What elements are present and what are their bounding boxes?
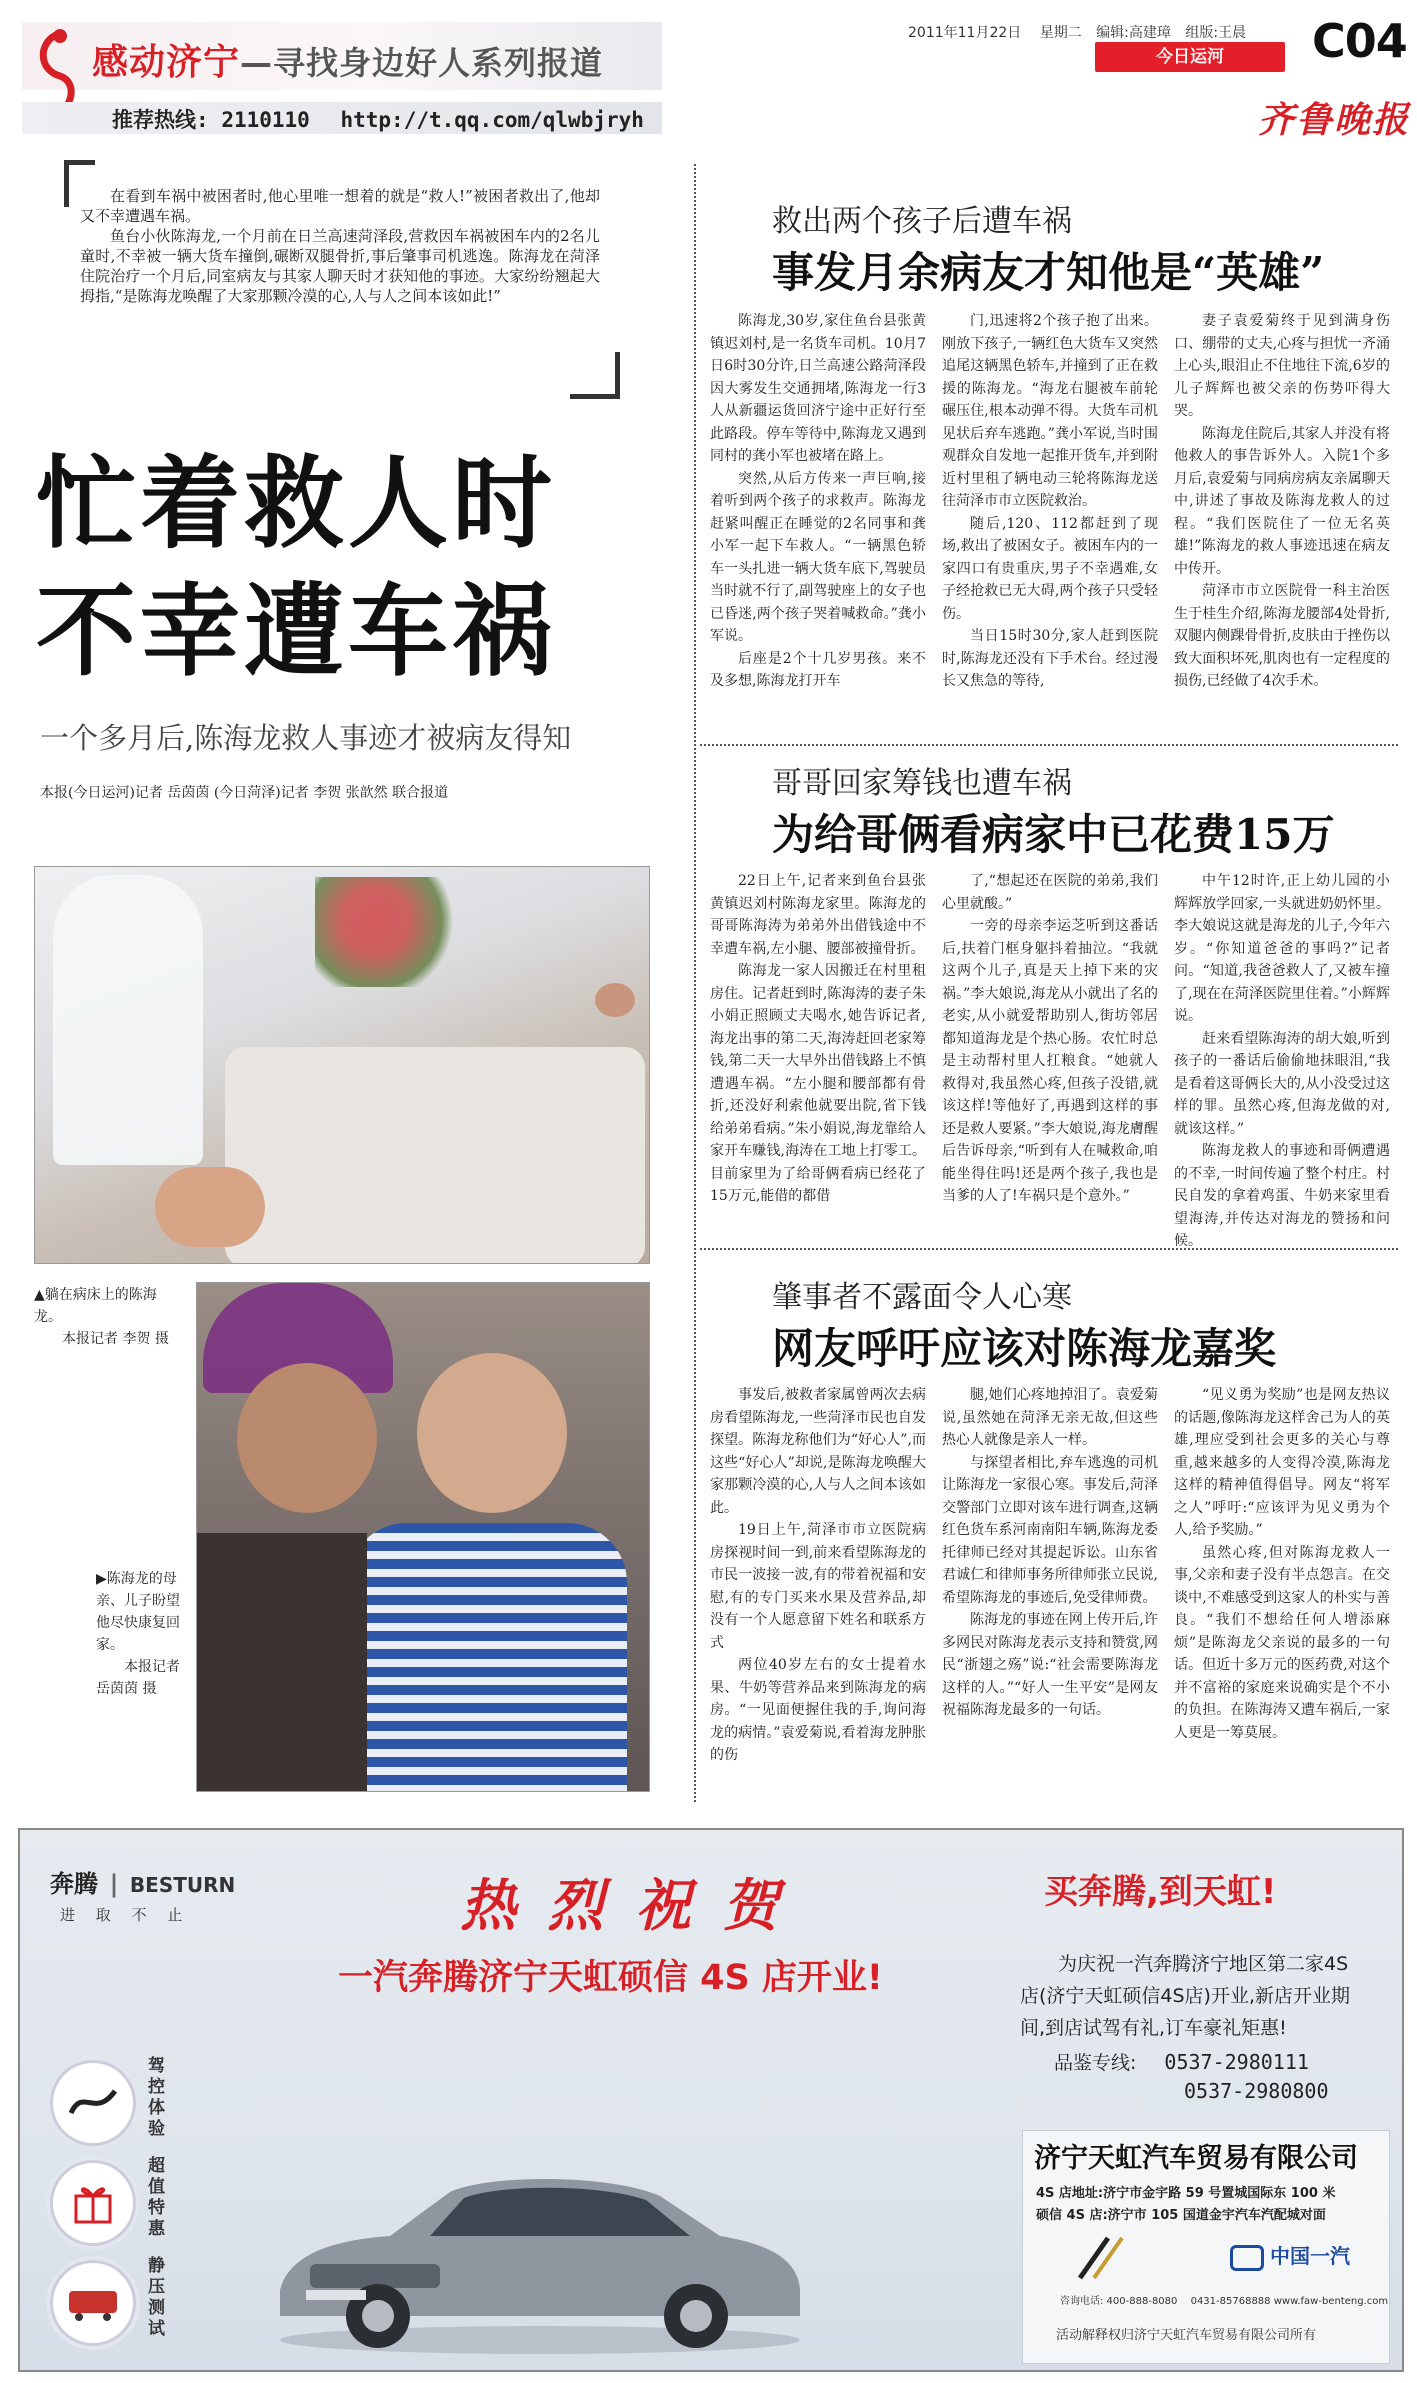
paragraph: 陈海龙住院后,其家人并没有将他救人的事告诉外人。入院1个多月后,袁爱菊与同病房病友亲属聊天中,讲述了事故及陈海龙救人的过程。“我们医院住了一位无名英雄!”陈海龙的救人事迹迅速在病友中传开。	[1174, 425, 1390, 577]
ad-right-title: 买奔腾,到天虹!	[1044, 1872, 1277, 1912]
paragraph: 陈海龙,30岁,家住鱼台县张黄镇迟刘村,是一名货车司机。10月7日6时30分许,日兰高速公路菏泽段因大雾发生交通拥堵,陈海龙一行3人从新疆运货回济宁途中正好行至此路段。停车等待中,陈海龙又遇到同村的龚小军也被堵在路上。	[710, 313, 926, 464]
ad-brand-slogan: 进 取 不 止	[60, 1906, 191, 1924]
paragraph: 虽然心疼,但对陈海龙救人一事,父亲和妻子没有半点怨言。在交谈中,不难感受到这家人的朴实与善良。“我们不想给任何人增添麻烦”是陈海龙父亲说的最多的一句话。但近十多万元的医药费,对这个并不富裕的家庭来说确实是个不小的负担。在陈海涛又遭车祸后,一家人更是一筹莫展。	[1174, 1544, 1390, 1741]
section-3-kicker: 肇事者不露面令人心寒	[772, 1280, 1072, 1315]
paragraph: 陈海龙的事迹在网上传开后,许多网民对陈海龙表示支持和赞赏,网民“浙翅之殇”说:“社会需要陈海龙这样的人。”“好人一生平安”是网友祝福陈海龙最多的一句话。	[942, 1612, 1158, 1718]
caption-photo-2	[96, 1568, 188, 1700]
ad-hotline: 0537-2980800	[1184, 2079, 1329, 2103]
ad-dealer-logo-icon	[1060, 2232, 1170, 2288]
ad-faw-logo	[1230, 2240, 1350, 2271]
caption-credit: 本报记者 李贺 摄	[62, 1331, 169, 1347]
section-divider	[700, 744, 1398, 746]
paragraph: 了,“想起还在医院的弟弟,我们心里就酸。”	[942, 873, 1158, 912]
paragraph: 事发后,被救者家属曾两次去病房看望陈海龙,一些菏泽市民也自发探望。陈海龙称他们为“好心人”,而这些“好心人”却说,是陈海龙唤醒大家那颗冷漠的心,人与人之间本该如此。	[710, 1387, 926, 1516]
headline-line-2: 不幸遭车祸	[36, 573, 556, 690]
ad-brand-logo: 奔腾 | BESTURN	[50, 1870, 236, 1898]
paragraph: 赶来看望陈海涛的胡大娘,听到孩子的一番话后偷偷地抹眼泪,“我是看着这哥俩长大的,从小没受过这样的罪。虽然心疼,但海龙做的对,就该这样。”	[1174, 1030, 1390, 1137]
gift-icon	[50, 2160, 136, 2246]
paper-name-logo: 齐鲁晚报	[1258, 99, 1411, 141]
paragraph: 两位40岁左右的女士提着水果、牛奶等营养品来到陈海龙的病房。“一见面便握住我的手,询问海龙的病情。”袁爱菊说,看着海龙肿胀的伤	[710, 1657, 926, 1763]
ad-car-image	[250, 2140, 810, 2360]
faw-logo-text: 中国一汽	[1270, 2244, 1350, 2268]
paragraph: 后座是2个十几岁男孩。来不及多想,陈海龙打开车	[710, 650, 926, 689]
section-1-kicker: 救出两个孩子后遭车祸	[772, 204, 1072, 239]
section-2-kicker: 哥哥回家筹钱也遭车祸	[772, 766, 1072, 801]
editor-name: 编辑:高建璋	[1096, 25, 1171, 41]
banner-hotline	[112, 104, 644, 134]
ad-address-label: 4S 店地址:	[1036, 2186, 1104, 2201]
banner-title	[92, 34, 603, 85]
ad-hotlines	[1054, 2048, 1329, 2106]
headline	[36, 440, 556, 696]
paragraph: 与探望者相比,弃车逃逸的司机让陈海龙一家很心寒。事发后,菏泽交警部门立即对该车进行调查,这辆红色货车系河南南阳车辆,陈海龙委托律师已经对其提起诉讼。山东省君诚仁和律师事务所律师张立民说,希望陈海龙的事迹后,免受律师费。	[942, 1454, 1158, 1606]
paragraph: 菏泽市市立医院骨一科主治医生于桂生介绍,陈海龙腰部4处骨折,双腿内侧踝骨骨折,皮肤由于挫伤以致大面积坏死,肌肉也有一定程度的损伤,已经做了4次手术。	[1174, 583, 1390, 689]
ad-side-label: 超值特惠	[148, 2156, 165, 2239]
banner-title-red: 感动济宁	[92, 42, 241, 83]
ad-tel-small: 咨询电话: 400-888-8080	[1060, 2296, 1178, 2307]
ad-side-item-2	[50, 2160, 136, 2246]
paragraph: 妻子袁爱菊终于见到满身伤口、绷带的丈夫,心疼与担忧一齐涌上心头,眼泪止不住地往下流,6岁的儿子辉辉也被父亲的伤势吓得大哭。	[1174, 313, 1390, 419]
paragraph: 19日上午,菏泽市市立医院病房探视时间一到,前来看望陈海龙的市民一波接一波,有的带着祝福和安慰,有的专门买来水果及营养品,却没有一个人愿意留下姓名和联系方式	[710, 1522, 926, 1651]
paragraph: “见义勇为奖励”也是网友热议的话题,像陈海龙这样舍己为人的英雄,理应受到社会更多的关心与尊重,越来越多的人变得冷漠,陈海龙这样的精神值得倡导。网友“将军之人”呼吁:“应该评为见义勇为个人,给予奖励。”	[1174, 1387, 1390, 1538]
section-1-col-3	[1174, 310, 1390, 693]
section-3-title: 网友呼吁应该对陈海龙嘉奖	[772, 1324, 1277, 1373]
train-icon	[50, 2260, 136, 2346]
section-1-col-1	[710, 310, 926, 693]
banner-title-gray: —寻找身边好人系列报道	[240, 44, 604, 82]
caption-credit: 本报记者 岳茵茵 摄	[96, 1659, 180, 1697]
intro-paragraph: 在看到车祸中被困者时,他心里唯一想着的就是“救人!”被困者救出了,他却又不幸遭遇车祸。	[80, 187, 600, 225]
ad-address-1	[1036, 2182, 1335, 2201]
paragraph: 陈海龙救人的事迹和哥俩遭遇的不幸,一时间传遍了整个村庄。村民自发的拿着鸡蛋、牛奶来家里看望海涛,并传达对海龙的赞扬和问候。	[1174, 1143, 1390, 1249]
ad-footer: 活动解释权归济宁天虹汽车贸易有限公司所有	[1056, 2328, 1317, 2343]
paragraph: 随后,120、112都赶到了现场,救出了被困女子。被困车内的一家四口有贵重庆,男子不幸遇难,女子经抢救已无大碍,两个孩子只受轻伤。	[942, 515, 1158, 622]
hotline-url: http://t.qq.com/qlwbjryh	[340, 108, 644, 132]
subheadline: 一个多月后,陈海龙救人事迹才被病友得知	[40, 721, 572, 755]
section-1-title: 事发月余病友才知他是“英雄”	[772, 248, 1325, 297]
ad-side-label: 驾控体验	[148, 2056, 165, 2139]
section-2-title: 为给哥俩看病家中已花费15万	[772, 810, 1335, 859]
steering-icon	[50, 2060, 136, 2146]
section-3-col-1	[710, 1384, 926, 1767]
section-tag-label: 今日运河	[1156, 47, 1224, 67]
ad-site-small: 0431-85768888 www.faw-benteng.com	[1190, 2296, 1389, 2307]
intro-paragraph: 鱼台小伙陈海龙,一个月前在日兰高速菏泽段,营救因车祸被困车内的2名儿童时,不幸被一辆大货车撞倒,碾断双腿骨折,事后肇事司机逃逸。陈海龙在菏泽住院治疗一个月后,同室病友与其家人聊天时才获知他的事迹。大家纷纷翘起大拇指,“是陈海龙唤醒了大家那颗冷漠的心,人与人之间本该如此!”	[80, 227, 600, 305]
ad-company: 济宁天虹汽车贸易有限公司	[1034, 2143, 1358, 2174]
paragraph: 门,迅速将2个孩子抱了出来。刚放下孩子,一辆红色大货车又突然追尾这辆黑色轿车,并撞到了正在救援的陈海龙。“海龙右腿被车前轮碾压住,根本动弹不得。大货车司机见状后弃车逃跑。”龚小军说,当时围观群众自发地一起推开货车,并到附近村里租了辆电动三轮将陈海龙送往菏泽市市立医院救治。	[942, 313, 1158, 509]
caption-text: ▶陈海龙的母亲、儿子盼望他尽快康复回家。	[96, 1571, 180, 1653]
ad-right-body: 为庆祝一汽奔腾济宁地区第二家4S店(济宁天虹硕信4S店)开业,新店开业期间,到店试驾有礼,订车豪礼矩惠!	[1020, 1953, 1351, 2039]
ad-side-item-1	[50, 2060, 136, 2146]
section-3-col-2	[942, 1384, 1158, 1722]
issue-date: 2011年11月22日	[908, 25, 1022, 41]
photo-mother-and-son	[196, 1282, 650, 1792]
headline-line-1: 忙着救人时	[36, 445, 556, 562]
header-meta	[908, 22, 1246, 42]
ad-headline: 一汽奔腾济宁天虹硕信 4S 店开业!	[338, 1958, 883, 1998]
byline: 本报(今日运河)记者 岳茵茵 (今日菏泽)记者 李贺 张歆然 联合报道	[40, 785, 449, 801]
advertisement	[18, 1828, 1404, 2372]
paragraph: 22日上午,记者来到鱼台县张黄镇迟刘村陈海龙家里。陈海龙的哥哥陈海涛为弟弟外出借钱途中不幸遭车祸,左小腿、腰部被撞骨折。	[710, 873, 926, 957]
paragraph: 当日15时30分,家人赶到医院时,陈海龙还没有下手术台。经过漫长又焦急的等待,	[942, 628, 1158, 689]
layout-name: 组版:王晨	[1185, 25, 1247, 41]
paragraph: 突然,从后方传来一声巨响,接着听到两个孩子的求救声。陈海龙赶紧叫醒正在睡觉的2名同事和龚小军一起下车救人。“一辆黑色轿车一头扎进一辆大货车底下,驾驶员当时就不行了,副驾驶座上的女子也已昏迷,两个孩子哭着喊救命。”龚小军说。	[710, 470, 926, 644]
section-2-col-1	[710, 870, 926, 1208]
ad-address-text: 济宁市金宇路 59 号置城国际东 100 米	[1103, 2186, 1336, 2201]
issue-weekday: 星期二	[1039, 25, 1082, 41]
ad-hotline: 0537-2980111	[1164, 2050, 1309, 2074]
ad-address-label: 硕信 4S 店:	[1036, 2208, 1108, 2223]
paragraph: 腿,她们心疼地掉泪了。袁爱菊说,虽然她在菏泽无亲无故,但这些热心人就像是亲人一样。	[942, 1387, 1158, 1448]
ad-congrats: 热 烈 祝 贺	[460, 1873, 785, 1939]
column-divider	[694, 164, 696, 1802]
caption-photo-1	[34, 1284, 184, 1350]
ad-address-text: 济宁市 105 国道金宇汽车汽配城对面	[1107, 2208, 1326, 2223]
section-2-col-2	[942, 870, 1158, 1208]
ad-address-2	[1036, 2204, 1326, 2223]
paragraph: 中午12时许,正上幼儿园的小辉辉放学回家,一头就进奶奶怀里。李大娘说这就是海龙的儿子,今年六岁。“你知道爸爸的事吗?”记者问。“知道,我爸爸救人了,又被车撞了,现在在菏泽医院里住着。”小辉辉说。	[1174, 873, 1390, 1024]
section-2-col-3	[1174, 870, 1390, 1253]
paragraph: 一旁的母亲李运芝听到这番话后,扶着门框身躯抖着抽泣。“我就这两个儿子,真是天上掉下来的灾祸。”李大娘说,海龙从小就出了名的老实,从小就爱帮助别人,街坊邻居都知道海龙是个热心肠。农忙时总是主动帮村里人扛粮食。“她就人救得对,我虽然心疼,但孩子没错,就该这样!等他好了,再遇到这样的事还是救人要紧。”李大娘说,海龙膚醒后告诉母亲,“听到有人在喊救命,咱能坐得住吗!还是两个孩子,我也是当爹的人了!车祸只是个意外。”	[942, 918, 1158, 1204]
caption-text: ▲躺在病床上的陈海龙。	[34, 1287, 157, 1325]
ad-side-item-3	[50, 2260, 136, 2346]
section-1-col-2	[942, 310, 1158, 693]
intro-bracket-bottom	[570, 352, 620, 399]
hotline-label: 推荐热线:	[112, 108, 209, 132]
hotline-number: 2110110	[221, 108, 310, 132]
ad-brand-en: BESTURN	[129, 1873, 236, 1897]
ad-side-label: 静压测试	[148, 2256, 165, 2339]
section-3-col-3	[1174, 1384, 1390, 1744]
ad-small-contacts	[1060, 2292, 1388, 2307]
paragraph: 陈海龙一家人因搬迁在村里租房住。记者赶到时,陈海涛的妻子朱小娟正照顾丈夫喝水,她告诉记者,海龙出事的第二天,海涛赶回老家筹钱,第二天一大早外出借钱路上不慎遭遇车祸。“左小腿和腰部都有骨折,还没好利索他就要出院,省下钱给弟弟看病。”朱小娟说,海龙靠给人家开车赚钱,海涛在工地上打零工。目前家里为了给哥俩看病已经花了15万元,能借的都借	[710, 963, 926, 1204]
photo-hospital-bed	[34, 866, 650, 1264]
page-number: C04	[1312, 14, 1407, 68]
intro-text	[80, 186, 600, 306]
section-tag	[1095, 42, 1285, 72]
ad-brand: 奔腾	[50, 1870, 98, 1898]
faw-icon	[1230, 2245, 1264, 2271]
ad-hotline-label: 品鉴专线:	[1054, 2052, 1137, 2074]
